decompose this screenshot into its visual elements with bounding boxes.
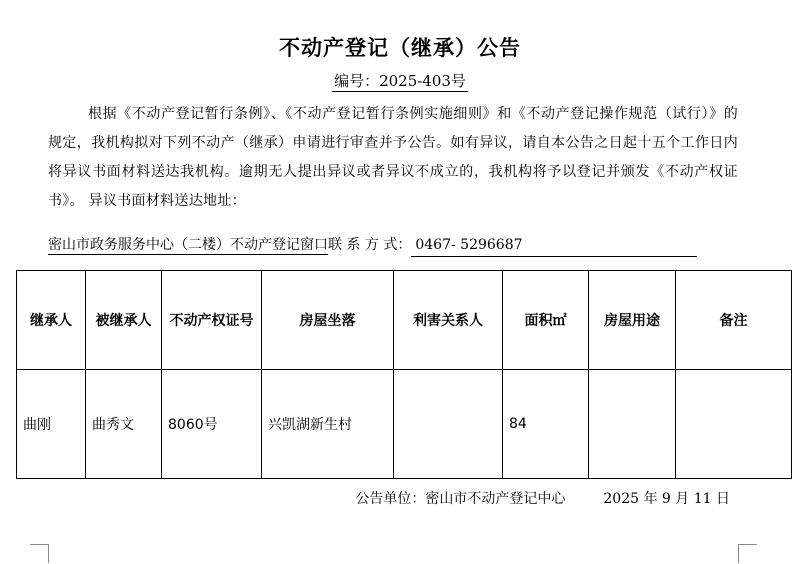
notice-number: 编号：2025-403号 (334, 72, 466, 90)
objection-address: 密山市政务服务中心（二楼）不动产登记窗口 (48, 237, 328, 253)
cell-certificate-number: 8060号 (162, 370, 262, 479)
cell-decedent: 曲秀文 (86, 370, 162, 479)
header-decedent: 被继承人 (86, 271, 162, 370)
table-row (17, 370, 792, 479)
cell-interested-party (394, 370, 503, 479)
notice-footer (0, 488, 730, 508)
cell-area: 84 (503, 370, 589, 479)
page-corner-mark-left (30, 544, 49, 563)
notice-number-line (0, 70, 800, 91)
header-certificate-number: 不动产权证号 (162, 271, 262, 370)
cell-remarks (676, 370, 792, 479)
notice-title: 不动产登记（继承）公告 (279, 35, 521, 60)
page-corner-mark-right (738, 544, 757, 563)
notice-body: 根据《不动产登记暂行条例》、《不动产登记暂行条例实施细则》和《不动产登记操作规范（试行）》的规定，我机构拟对下列不动产（继承）申请进行审查并予公告。如有异议，请自本公告之日起十五个工作日内将异议书面材料送达我机构。逾期无人提出异议或者异议不成立的，我机构将予以登记并颁发《不动产权证书》。 异议书面材料送达地址： (48, 106, 738, 209)
contact-label: 联 系 方 式： (328, 237, 412, 253)
address-contact-line (48, 234, 738, 257)
notice-date: 2025 年 9 月 11 日 (603, 491, 730, 507)
header-interested-party: 利害关系人 (394, 271, 503, 370)
inheritance-table (16, 270, 792, 479)
header-property-location: 房屋坐落 (262, 271, 394, 370)
header-heir: 继承人 (17, 271, 86, 370)
cell-heir: 曲刚 (17, 370, 86, 479)
issuer-name: 密山市不动产登记中心 (425, 491, 566, 507)
table-header-row (17, 271, 792, 370)
header-usage: 房屋用途 (589, 271, 676, 370)
cell-property-location: 兴凯湖新生村 (262, 370, 394, 479)
header-area: 面积㎡ (503, 271, 589, 370)
cell-usage (589, 370, 676, 479)
header-remarks: 备注 (676, 271, 792, 370)
contact-phone: 0467- 5296687 (411, 234, 697, 257)
issuer-label: 公告单位： (355, 491, 426, 507)
